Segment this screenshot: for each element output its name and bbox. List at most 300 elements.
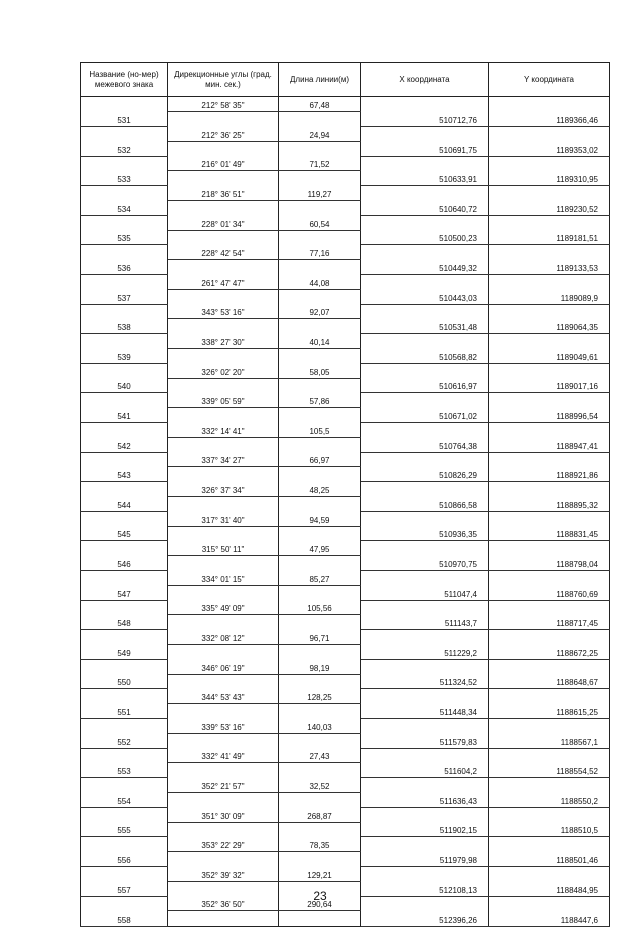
y-coordinate-cell: 1189089,9 <box>489 289 610 304</box>
point-name-cell: 540 <box>81 378 168 393</box>
y-coordinate-cell: 1188484,95 <box>489 881 610 896</box>
y-coordinate-cell: 1189366,46 <box>489 112 610 127</box>
point-empty-length <box>279 852 361 867</box>
angle-cell: 335° 49' 09" <box>168 600 279 615</box>
x-coordinate-cell: 510500,23 <box>361 230 489 245</box>
point-name-cell: 551 <box>81 704 168 719</box>
y-coordinate-cell: 1188510,5 <box>489 822 610 837</box>
point-row <box>81 704 610 719</box>
angle-cell: 326° 02' 20" <box>168 363 279 378</box>
segment-empty-x <box>361 541 489 556</box>
angle-cell: 317° 31' 40" <box>168 511 279 526</box>
length-cell: 24,94 <box>279 127 361 142</box>
point-empty-length <box>279 615 361 630</box>
segment-empty-name <box>81 866 168 881</box>
point-row <box>81 585 610 600</box>
x-coordinate-cell: 510712,76 <box>361 112 489 127</box>
segment-empty-y <box>489 127 610 142</box>
point-row <box>81 911 610 926</box>
x-coordinate-cell: 511324,52 <box>361 674 489 689</box>
segment-empty-y <box>489 97 610 112</box>
length-cell: 290,64 <box>279 896 361 911</box>
y-coordinate-cell: 1188895,32 <box>489 497 610 512</box>
point-empty-length <box>279 171 361 186</box>
point-row <box>81 289 610 304</box>
angle-cell: 326° 37' 34" <box>168 482 279 497</box>
segment-empty-name <box>81 778 168 793</box>
point-row <box>81 644 610 659</box>
y-coordinate-cell: 1188501,46 <box>489 852 610 867</box>
point-name-cell: 548 <box>81 615 168 630</box>
segment-empty-name <box>81 127 168 142</box>
segment-empty-y <box>489 837 610 852</box>
length-cell: 48,25 <box>279 482 361 497</box>
angle-cell: 352° 39' 32" <box>168 866 279 881</box>
segment-row <box>81 689 610 704</box>
point-empty-angle <box>168 260 279 275</box>
point-row <box>81 171 610 186</box>
segment-empty-x <box>361 393 489 408</box>
point-empty-length <box>279 467 361 482</box>
y-coordinate-cell: 1188921,86 <box>489 467 610 482</box>
point-row <box>81 733 610 748</box>
point-row <box>81 792 610 807</box>
point-empty-angle <box>168 289 279 304</box>
segment-empty-x <box>361 363 489 378</box>
length-cell: 96,71 <box>279 630 361 645</box>
segment-empty-y <box>489 245 610 260</box>
point-empty-angle <box>168 792 279 807</box>
point-name-cell: 539 <box>81 349 168 364</box>
segment-row <box>81 304 610 319</box>
point-empty-angle <box>168 319 279 334</box>
point-name-cell: 541 <box>81 408 168 423</box>
point-row <box>81 526 610 541</box>
segment-empty-x <box>361 127 489 142</box>
segment-empty-y <box>489 807 610 822</box>
header-y: Y координата <box>489 63 610 97</box>
point-name-cell: 547 <box>81 585 168 600</box>
point-empty-length <box>279 437 361 452</box>
segment-empty-y <box>489 778 610 793</box>
length-cell: 57,86 <box>279 393 361 408</box>
segment-empty-y <box>489 718 610 733</box>
header-length: Длина линии(м) <box>279 63 361 97</box>
point-empty-length <box>279 408 361 423</box>
point-empty-angle <box>168 615 279 630</box>
length-cell: 268,87 <box>279 807 361 822</box>
length-cell: 58,05 <box>279 363 361 378</box>
y-coordinate-cell: 1188550,2 <box>489 792 610 807</box>
angle-cell: 216° 01' 49" <box>168 156 279 171</box>
segment-row <box>81 215 610 230</box>
length-cell: 27,43 <box>279 748 361 763</box>
point-row <box>81 260 610 275</box>
point-empty-angle <box>168 852 279 867</box>
segment-empty-name <box>81 837 168 852</box>
header-x: X координата <box>361 63 489 97</box>
point-empty-length <box>279 763 361 778</box>
angle-cell: 351° 30' 09" <box>168 807 279 822</box>
angle-cell: 344° 53' 43" <box>168 689 279 704</box>
angle-cell: 332° 41' 49" <box>168 748 279 763</box>
segment-empty-x <box>361 807 489 822</box>
segment-empty-name <box>81 541 168 556</box>
segment-empty-y <box>489 748 610 763</box>
y-coordinate-cell: 1189181,51 <box>489 230 610 245</box>
segment-empty-name <box>81 807 168 822</box>
point-empty-length <box>279 141 361 156</box>
point-name-cell: 533 <box>81 171 168 186</box>
angle-cell: 315° 50' 11" <box>168 541 279 556</box>
y-coordinate-cell: 1188615,25 <box>489 704 610 719</box>
length-cell: 98,19 <box>279 659 361 674</box>
y-coordinate-cell: 1188831,45 <box>489 526 610 541</box>
angle-cell: 332° 14' 41" <box>168 423 279 438</box>
point-empty-angle <box>168 467 279 482</box>
point-empty-angle <box>168 526 279 541</box>
point-name-cell: 538 <box>81 319 168 334</box>
x-coordinate-cell: 510691,75 <box>361 141 489 156</box>
angle-cell: 339° 05' 59" <box>168 393 279 408</box>
segment-empty-y <box>489 866 610 881</box>
point-empty-length <box>279 704 361 719</box>
x-coordinate-cell: 511448,34 <box>361 704 489 719</box>
point-row <box>81 408 610 423</box>
segment-row <box>81 363 610 378</box>
point-row <box>81 556 610 571</box>
point-row <box>81 112 610 127</box>
segment-empty-name <box>81 156 168 171</box>
y-coordinate-cell: 1188447,6 <box>489 911 610 926</box>
angle-cell: 261° 47' 47" <box>168 275 279 290</box>
point-name-cell: 542 <box>81 437 168 452</box>
length-cell: 105,56 <box>279 600 361 615</box>
header-angle: Дирекционные углы (град. мин. сек.) <box>168 63 279 97</box>
coordinates-table <box>80 62 610 927</box>
y-coordinate-cell: 1189017,16 <box>489 378 610 393</box>
segment-row <box>81 482 610 497</box>
point-name-cell: 537 <box>81 289 168 304</box>
x-coordinate-cell: 510671,02 <box>361 408 489 423</box>
segment-empty-x <box>361 778 489 793</box>
point-name-cell: 550 <box>81 674 168 689</box>
point-empty-angle <box>168 585 279 600</box>
segment-empty-x <box>361 304 489 319</box>
segment-empty-name <box>81 511 168 526</box>
segment-row <box>81 127 610 142</box>
x-coordinate-cell: 510764,38 <box>361 437 489 452</box>
point-name-cell: 554 <box>81 792 168 807</box>
point-row <box>81 615 610 630</box>
angle-cell: 353° 22' 29" <box>168 837 279 852</box>
segment-empty-name <box>81 748 168 763</box>
segment-row <box>81 334 610 349</box>
point-empty-angle <box>168 556 279 571</box>
segment-empty-y <box>489 689 610 704</box>
point-empty-length <box>279 260 361 275</box>
y-coordinate-cell: 1188947,41 <box>489 437 610 452</box>
x-coordinate-cell: 511047,4 <box>361 585 489 600</box>
y-coordinate-cell: 1188760,69 <box>489 585 610 600</box>
segment-row <box>81 541 610 556</box>
point-empty-length <box>279 230 361 245</box>
point-row <box>81 141 610 156</box>
x-coordinate-cell: 510826,29 <box>361 467 489 482</box>
segment-empty-x <box>361 718 489 733</box>
angle-cell: 338° 27' 30" <box>168 334 279 349</box>
segment-empty-y <box>489 275 610 290</box>
segment-empty-y <box>489 600 610 615</box>
length-cell: 119,27 <box>279 186 361 201</box>
segment-empty-y <box>489 511 610 526</box>
segment-empty-name <box>81 245 168 260</box>
point-name-cell: 535 <box>81 230 168 245</box>
segment-row <box>81 393 610 408</box>
angle-cell: 339° 53' 16" <box>168 718 279 733</box>
point-name-cell: 553 <box>81 763 168 778</box>
angle-cell: 352° 21' 57" <box>168 778 279 793</box>
point-empty-length <box>279 526 361 541</box>
point-name-cell: 543 <box>81 467 168 482</box>
x-coordinate-cell: 510443,03 <box>361 289 489 304</box>
segment-empty-name <box>81 215 168 230</box>
segment-empty-y <box>489 452 610 467</box>
length-cell: 94,59 <box>279 511 361 526</box>
y-coordinate-cell: 1188567,1 <box>489 733 610 748</box>
x-coordinate-cell: 510936,35 <box>361 526 489 541</box>
x-coordinate-cell: 510970,75 <box>361 556 489 571</box>
point-empty-length <box>279 378 361 393</box>
point-empty-length <box>279 911 361 926</box>
point-empty-angle <box>168 763 279 778</box>
segment-empty-name <box>81 186 168 201</box>
segment-empty-name <box>81 452 168 467</box>
y-coordinate-cell: 1188798,04 <box>489 556 610 571</box>
length-cell: 67,48 <box>279 97 361 112</box>
angle-cell: 346° 06' 19" <box>168 659 279 674</box>
x-coordinate-cell: 511604,2 <box>361 763 489 778</box>
point-name-cell: 534 <box>81 201 168 216</box>
point-row <box>81 763 610 778</box>
segment-empty-x <box>361 275 489 290</box>
length-cell: 32,52 <box>279 778 361 793</box>
segment-empty-x <box>361 866 489 881</box>
point-row <box>81 497 610 512</box>
y-coordinate-cell: 1188554,52 <box>489 763 610 778</box>
y-coordinate-cell: 1189064,35 <box>489 319 610 334</box>
point-name-cell: 549 <box>81 644 168 659</box>
segment-empty-name <box>81 689 168 704</box>
point-row <box>81 467 610 482</box>
point-empty-angle <box>168 171 279 186</box>
point-empty-length <box>279 201 361 216</box>
point-name-cell: 557 <box>81 881 168 896</box>
point-empty-angle <box>168 644 279 659</box>
segment-empty-x <box>361 659 489 674</box>
segment-row <box>81 452 610 467</box>
point-empty-length <box>279 733 361 748</box>
header-name: Название (но-мер) межевого знака <box>81 63 168 97</box>
segment-empty-y <box>489 304 610 319</box>
point-name-cell: 552 <box>81 733 168 748</box>
point-empty-angle <box>168 141 279 156</box>
y-coordinate-cell: 1189230,52 <box>489 201 610 216</box>
segment-empty-y <box>489 571 610 586</box>
segment-empty-name <box>81 97 168 112</box>
x-coordinate-cell: 512396,26 <box>361 911 489 926</box>
segment-empty-name <box>81 423 168 438</box>
segment-empty-x <box>361 423 489 438</box>
point-empty-angle <box>168 704 279 719</box>
point-empty-angle <box>168 201 279 216</box>
angle-cell: 218° 36' 51" <box>168 186 279 201</box>
x-coordinate-cell: 511579,83 <box>361 733 489 748</box>
x-coordinate-cell: 510568,82 <box>361 349 489 364</box>
point-empty-length <box>279 289 361 304</box>
point-empty-length <box>279 674 361 689</box>
segment-empty-x <box>361 600 489 615</box>
point-empty-angle <box>168 674 279 689</box>
x-coordinate-cell: 510531,48 <box>361 319 489 334</box>
angle-cell: 334° 01' 15" <box>168 571 279 586</box>
length-cell: 85,27 <box>279 571 361 586</box>
segment-empty-x <box>361 689 489 704</box>
point-name-cell: 545 <box>81 526 168 541</box>
y-coordinate-cell: 1189353,02 <box>489 141 610 156</box>
angle-cell: 212° 58' 35" <box>168 97 279 112</box>
segment-empty-name <box>81 630 168 645</box>
point-row <box>81 437 610 452</box>
angle-cell: 352° 36' 50" <box>168 896 279 911</box>
segment-empty-x <box>361 630 489 645</box>
point-row <box>81 852 610 867</box>
point-empty-angle <box>168 349 279 364</box>
segment-row <box>81 837 610 852</box>
segment-empty-y <box>489 630 610 645</box>
segment-empty-x <box>361 245 489 260</box>
segment-empty-y <box>489 334 610 349</box>
angle-cell: 212° 36' 25" <box>168 127 279 142</box>
segment-row <box>81 718 610 733</box>
point-name-cell: 555 <box>81 822 168 837</box>
segment-empty-name <box>81 659 168 674</box>
point-empty-angle <box>168 822 279 837</box>
segment-empty-y <box>489 393 610 408</box>
coordinates-table-sheet <box>80 62 609 927</box>
segment-empty-name <box>81 275 168 290</box>
table-header-row <box>81 63 610 97</box>
point-row <box>81 349 610 364</box>
point-name-cell: 536 <box>81 260 168 275</box>
point-empty-length <box>279 112 361 127</box>
length-cell: 77,16 <box>279 245 361 260</box>
length-cell: 40,14 <box>279 334 361 349</box>
point-name-cell: 558 <box>81 911 168 926</box>
length-cell: 60,54 <box>279 215 361 230</box>
segment-empty-y <box>489 423 610 438</box>
y-coordinate-cell: 1188648,67 <box>489 674 610 689</box>
point-row <box>81 378 610 393</box>
point-empty-length <box>279 497 361 512</box>
y-coordinate-cell: 1188717,45 <box>489 615 610 630</box>
x-coordinate-cell: 511229,2 <box>361 644 489 659</box>
point-row <box>81 674 610 689</box>
segment-empty-y <box>489 659 610 674</box>
segment-empty-name <box>81 304 168 319</box>
x-coordinate-cell: 510616,97 <box>361 378 489 393</box>
segment-row <box>81 275 610 290</box>
x-coordinate-cell: 511902,15 <box>361 822 489 837</box>
x-coordinate-cell: 510640,72 <box>361 201 489 216</box>
point-empty-angle <box>168 230 279 245</box>
point-row <box>81 822 610 837</box>
length-cell: 47,95 <box>279 541 361 556</box>
segment-row <box>81 97 610 112</box>
segment-empty-name <box>81 393 168 408</box>
point-empty-length <box>279 822 361 837</box>
length-cell: 92,07 <box>279 304 361 319</box>
segment-row <box>81 630 610 645</box>
segment-empty-y <box>489 541 610 556</box>
point-name-cell: 532 <box>81 141 168 156</box>
point-empty-angle <box>168 911 279 926</box>
segment-empty-x <box>361 215 489 230</box>
length-cell: 66,97 <box>279 452 361 467</box>
segment-empty-y <box>489 186 610 201</box>
table-body <box>81 97 610 927</box>
angle-cell: 337° 34' 27" <box>168 452 279 467</box>
segment-empty-name <box>81 718 168 733</box>
segment-empty-x <box>361 97 489 112</box>
page-number: 23 <box>313 889 327 903</box>
segment-row <box>81 659 610 674</box>
point-empty-angle <box>168 497 279 512</box>
point-row <box>81 319 610 334</box>
point-empty-length <box>279 644 361 659</box>
length-cell: 140,03 <box>279 718 361 733</box>
segment-row <box>81 571 610 586</box>
segment-row <box>81 866 610 881</box>
segment-empty-x <box>361 511 489 526</box>
point-empty-angle <box>168 408 279 423</box>
segment-empty-x <box>361 156 489 171</box>
segment-empty-x <box>361 837 489 852</box>
length-cell: 128,25 <box>279 689 361 704</box>
segment-row <box>81 511 610 526</box>
point-name-cell: 546 <box>81 556 168 571</box>
point-empty-length <box>279 585 361 600</box>
point-name-cell: 531 <box>81 112 168 127</box>
x-coordinate-cell: 511143,7 <box>361 615 489 630</box>
segment-empty-x <box>361 571 489 586</box>
length-cell: 44,08 <box>279 275 361 290</box>
point-row <box>81 230 610 245</box>
x-coordinate-cell: 510449,32 <box>361 260 489 275</box>
segment-empty-x <box>361 482 489 497</box>
angle-cell: 228° 42' 54" <box>168 245 279 260</box>
segment-row <box>81 423 610 438</box>
segment-row <box>81 156 610 171</box>
point-name-cell: 544 <box>81 497 168 512</box>
segment-empty-x <box>361 186 489 201</box>
x-coordinate-cell: 512108,13 <box>361 881 489 896</box>
point-empty-length <box>279 556 361 571</box>
y-coordinate-cell: 1188996,54 <box>489 408 610 423</box>
segment-empty-y <box>489 215 610 230</box>
y-coordinate-cell: 1188672,25 <box>489 644 610 659</box>
length-cell: 105,5 <box>279 423 361 438</box>
